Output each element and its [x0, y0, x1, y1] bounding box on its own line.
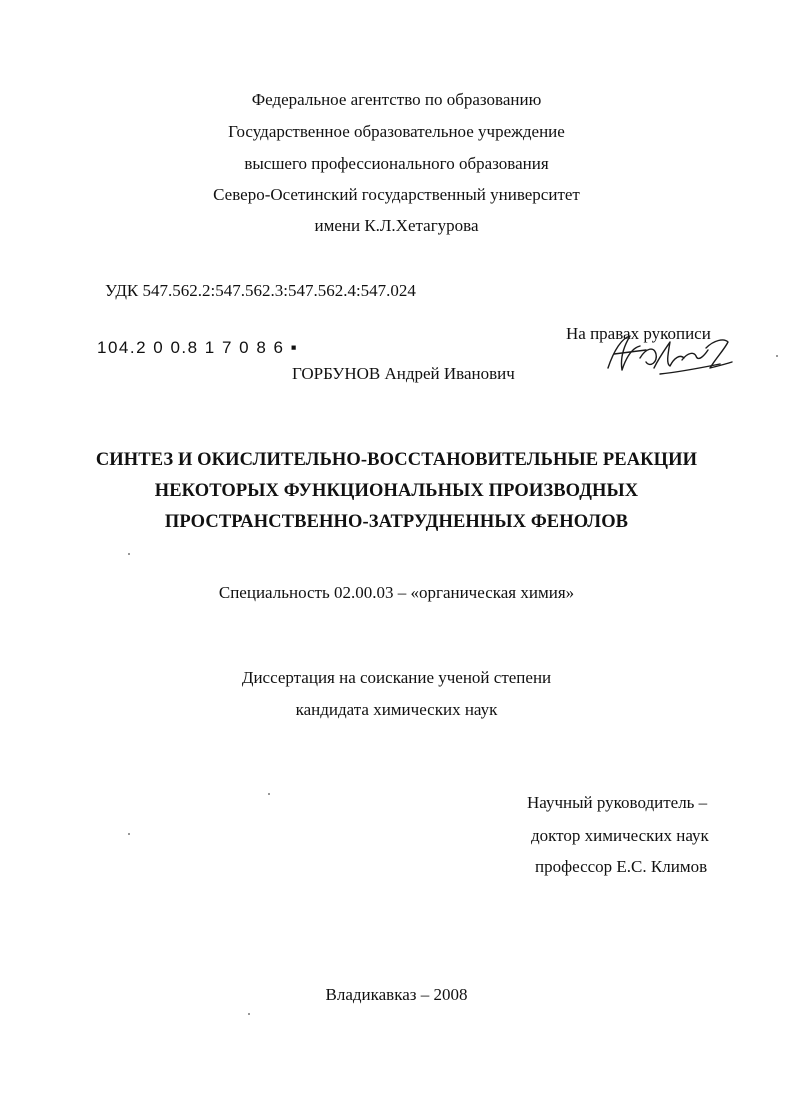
scan-speck: [268, 793, 270, 795]
header-line-institution: Государственное образовательное учреждение: [228, 122, 565, 141]
scan-speck: [776, 355, 778, 357]
scan-speck: [128, 553, 130, 555]
author-name: ГОРБУНОВ Андрей Иванович: [292, 364, 515, 383]
degree-line-1: Диссертация на соискание ученой степени: [241, 668, 552, 687]
advisor-line-name: профессор Е.С. Климов: [535, 857, 708, 876]
title-line-3: ПРОСТРАНСТВЕННО-ЗАТРУДНЕННЫХ ФЕНОЛОВ: [164, 512, 629, 532]
header-line-agency: Федеральное агентство по образованию: [251, 90, 542, 109]
rights-note: На правах рукописи: [566, 324, 711, 343]
udk-code: УДК 547.562.2:547.562.3:547.562.4:547.024: [105, 281, 416, 300]
header-line-education: высшего профессионального образования: [244, 154, 549, 173]
signature-drawing: [600, 328, 735, 380]
advisor-line-degree: доктор химических наук: [531, 826, 709, 845]
scan-speck: [128, 833, 130, 835]
scan-speck: [248, 1013, 250, 1015]
title-line-2: НЕКОТОРЫХ ФУНКЦИОНАЛЬНЫХ ПРОИЗВОДНЫХ: [154, 481, 639, 501]
specialty: Специальность 02.00.03 – «органическая химия»: [218, 583, 575, 602]
archive-number: 104.2 0 0.8 1 7 0 8 6 ▪: [97, 338, 299, 357]
header-line-university: Северо-Осетинский государственный университет: [213, 185, 580, 204]
degree-line-2: кандидата химических наук: [295, 700, 498, 719]
header-line-named-after: имени К.Л.Хетагурова: [314, 216, 479, 235]
city-year: Владикавказ – 2008: [325, 985, 468, 1004]
title-line-1: СИНТЕЗ И ОКИСЛИТЕЛЬНО-ВОССТАНОВИТЕЛЬНЫЕ РЕАКЦИИ: [95, 450, 698, 470]
advisor-line-role: Научный руководитель –: [527, 793, 708, 812]
